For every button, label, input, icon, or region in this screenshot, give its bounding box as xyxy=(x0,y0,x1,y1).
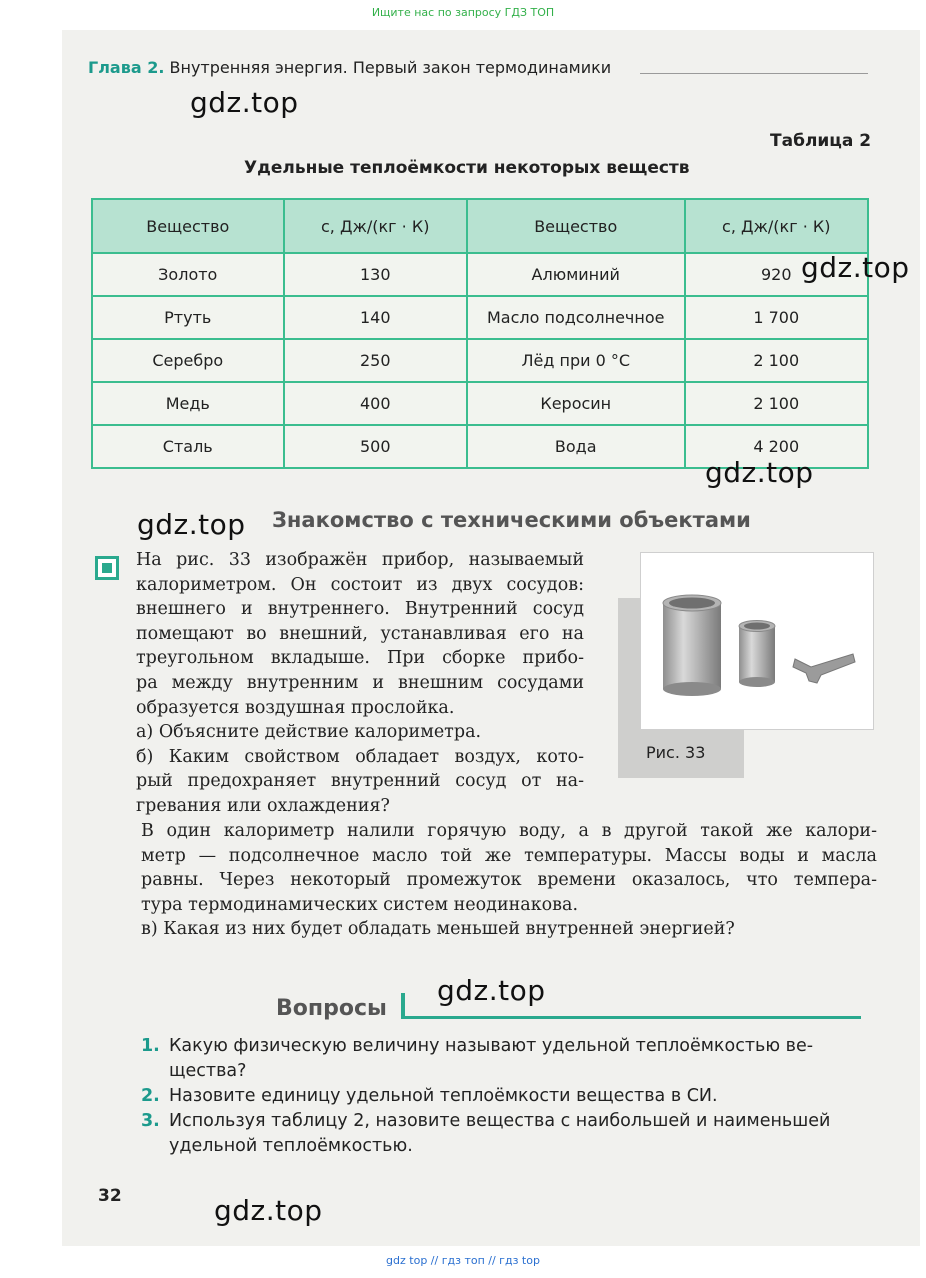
chapter-header xyxy=(88,58,611,77)
task-line: образуется воздушная прослойка. xyxy=(136,697,455,718)
header-substance-2: Вещество xyxy=(467,199,685,253)
watermark: gdz.top xyxy=(137,508,246,541)
task-line: гревания или охлаждения? xyxy=(136,795,390,816)
top-banner[interactable]: Ищите нас по запросу ГДЗ ТОП xyxy=(371,6,555,19)
watermark: gdz.top xyxy=(801,251,910,284)
task-line: равны. Через некоторый промежуток времени оказалось, что темпера- xyxy=(141,870,877,891)
question-text: Назовите единицу удельной теплоёмкости вещества в СИ. xyxy=(169,1086,718,1106)
chapter-title: Внутренняя энергия. Первый закон термодинамики xyxy=(169,58,612,77)
calorimeter-illustration xyxy=(641,553,873,729)
question-number: 1. xyxy=(141,1036,160,1056)
task-line: б) Каким свойством обладает воздух, кото- xyxy=(136,746,584,767)
section-title: Знакомство с техническими объектами xyxy=(272,508,751,532)
watermark: gdz.top xyxy=(190,86,299,119)
table-cell: 250 xyxy=(284,339,467,382)
table-row xyxy=(92,382,868,425)
task-line: тура термодинамических систем неодинакова. xyxy=(141,894,579,915)
figure-caption: Рис. 33 xyxy=(646,743,706,762)
task-line: треугольном вкладыше. При сборке прибо- xyxy=(136,648,584,669)
table-cell: 4 200 xyxy=(685,425,868,468)
task-line: рый предохраняет внутренний сосуд от на- xyxy=(136,771,584,792)
header-heat-2: c, Дж/(кг · К) xyxy=(685,199,868,253)
table-cell: Ртуть xyxy=(92,296,284,339)
question-text: Используя таблицу 2, назовите вещества с наибольшей и наименьшей удельной теплоёмкостью. xyxy=(169,1111,831,1156)
task-line: метр — подсолнечное масло той же температуры. Массы воды и масла xyxy=(141,845,877,866)
page-number: 32 xyxy=(98,1186,122,1206)
question-item xyxy=(141,1109,881,1159)
task-line: На рис. 33 изображён прибор, называемый xyxy=(136,550,584,570)
table-row xyxy=(92,339,868,382)
table-title: Удельные теплоёмкости некоторых веществ xyxy=(244,158,690,178)
table-number: Таблица 2 xyxy=(770,131,872,151)
chapter-label: Глава 2. xyxy=(88,58,165,77)
table-cell: Масло подсолнечное xyxy=(467,296,685,339)
table-cell: Лёд при 0 °С xyxy=(467,339,685,382)
watermark: gdz.top xyxy=(705,456,814,489)
table-cell: 1 700 xyxy=(685,296,868,339)
questions-title-underline xyxy=(401,1016,861,1019)
specific-heat-table xyxy=(91,198,869,469)
task-line: калориметром. Он состоит из двух сосудов: xyxy=(136,574,584,595)
table-row xyxy=(92,296,868,339)
task-line: помещают во внешний, устанавливая его на xyxy=(136,623,584,644)
task-line: внешнего и внутреннего. Внутренний сосуд xyxy=(136,599,584,620)
questions-list xyxy=(141,1034,881,1159)
header-substance-1: Вещество xyxy=(92,199,284,253)
table-cell: 2 100 xyxy=(685,339,868,382)
watermark: gdz.top xyxy=(214,1194,323,1227)
question-text: Какую физическую величину называют удельной теплоёмкостью ве-щества? xyxy=(169,1036,814,1081)
table-cell: Вода xyxy=(467,425,685,468)
table-cell: Золото xyxy=(92,253,284,296)
question-number: 3. xyxy=(141,1111,160,1131)
table-cell: 130 xyxy=(284,253,467,296)
task-line: ра между внутренним и внешним сосудами xyxy=(136,672,584,693)
table-cell: 2 100 xyxy=(685,382,868,425)
watermark: gdz.top xyxy=(437,974,546,1007)
question-item xyxy=(141,1034,881,1084)
questions-title: Вопросы xyxy=(276,996,387,1021)
calorimeter-figure xyxy=(640,552,874,730)
table-cell: 500 xyxy=(284,425,467,468)
table-cell: Керосин xyxy=(467,382,685,425)
task-line: а) Объясните действие калориметра. xyxy=(136,722,482,743)
table-row xyxy=(92,253,868,296)
task-line: в) Какая из них будет обладать меньшей внутренней энергией? xyxy=(141,919,735,940)
task-text-left xyxy=(136,548,584,819)
table-cell: Сталь xyxy=(92,425,284,468)
header-heat-1: c, Дж/(кг · К) xyxy=(284,199,467,253)
table-cell: 920 xyxy=(685,253,868,296)
table-cell: Медь xyxy=(92,382,284,425)
task-marker-icon xyxy=(95,556,119,580)
task-text-full xyxy=(141,819,877,942)
table-cell: 400 xyxy=(284,382,467,425)
task-line: В один калориметр налили горячую воду, а в другой такой же калори- xyxy=(141,821,877,841)
bottom-banner[interactable]: gdz top // гдз топ // гдз top xyxy=(386,1254,540,1267)
question-item xyxy=(141,1084,881,1109)
table-cell: 140 xyxy=(284,296,467,339)
header-divider xyxy=(640,73,868,74)
question-number: 2. xyxy=(141,1086,160,1106)
table-header-row xyxy=(92,199,868,253)
table-cell: Алюминий xyxy=(467,253,685,296)
table-cell: Серебро xyxy=(92,339,284,382)
